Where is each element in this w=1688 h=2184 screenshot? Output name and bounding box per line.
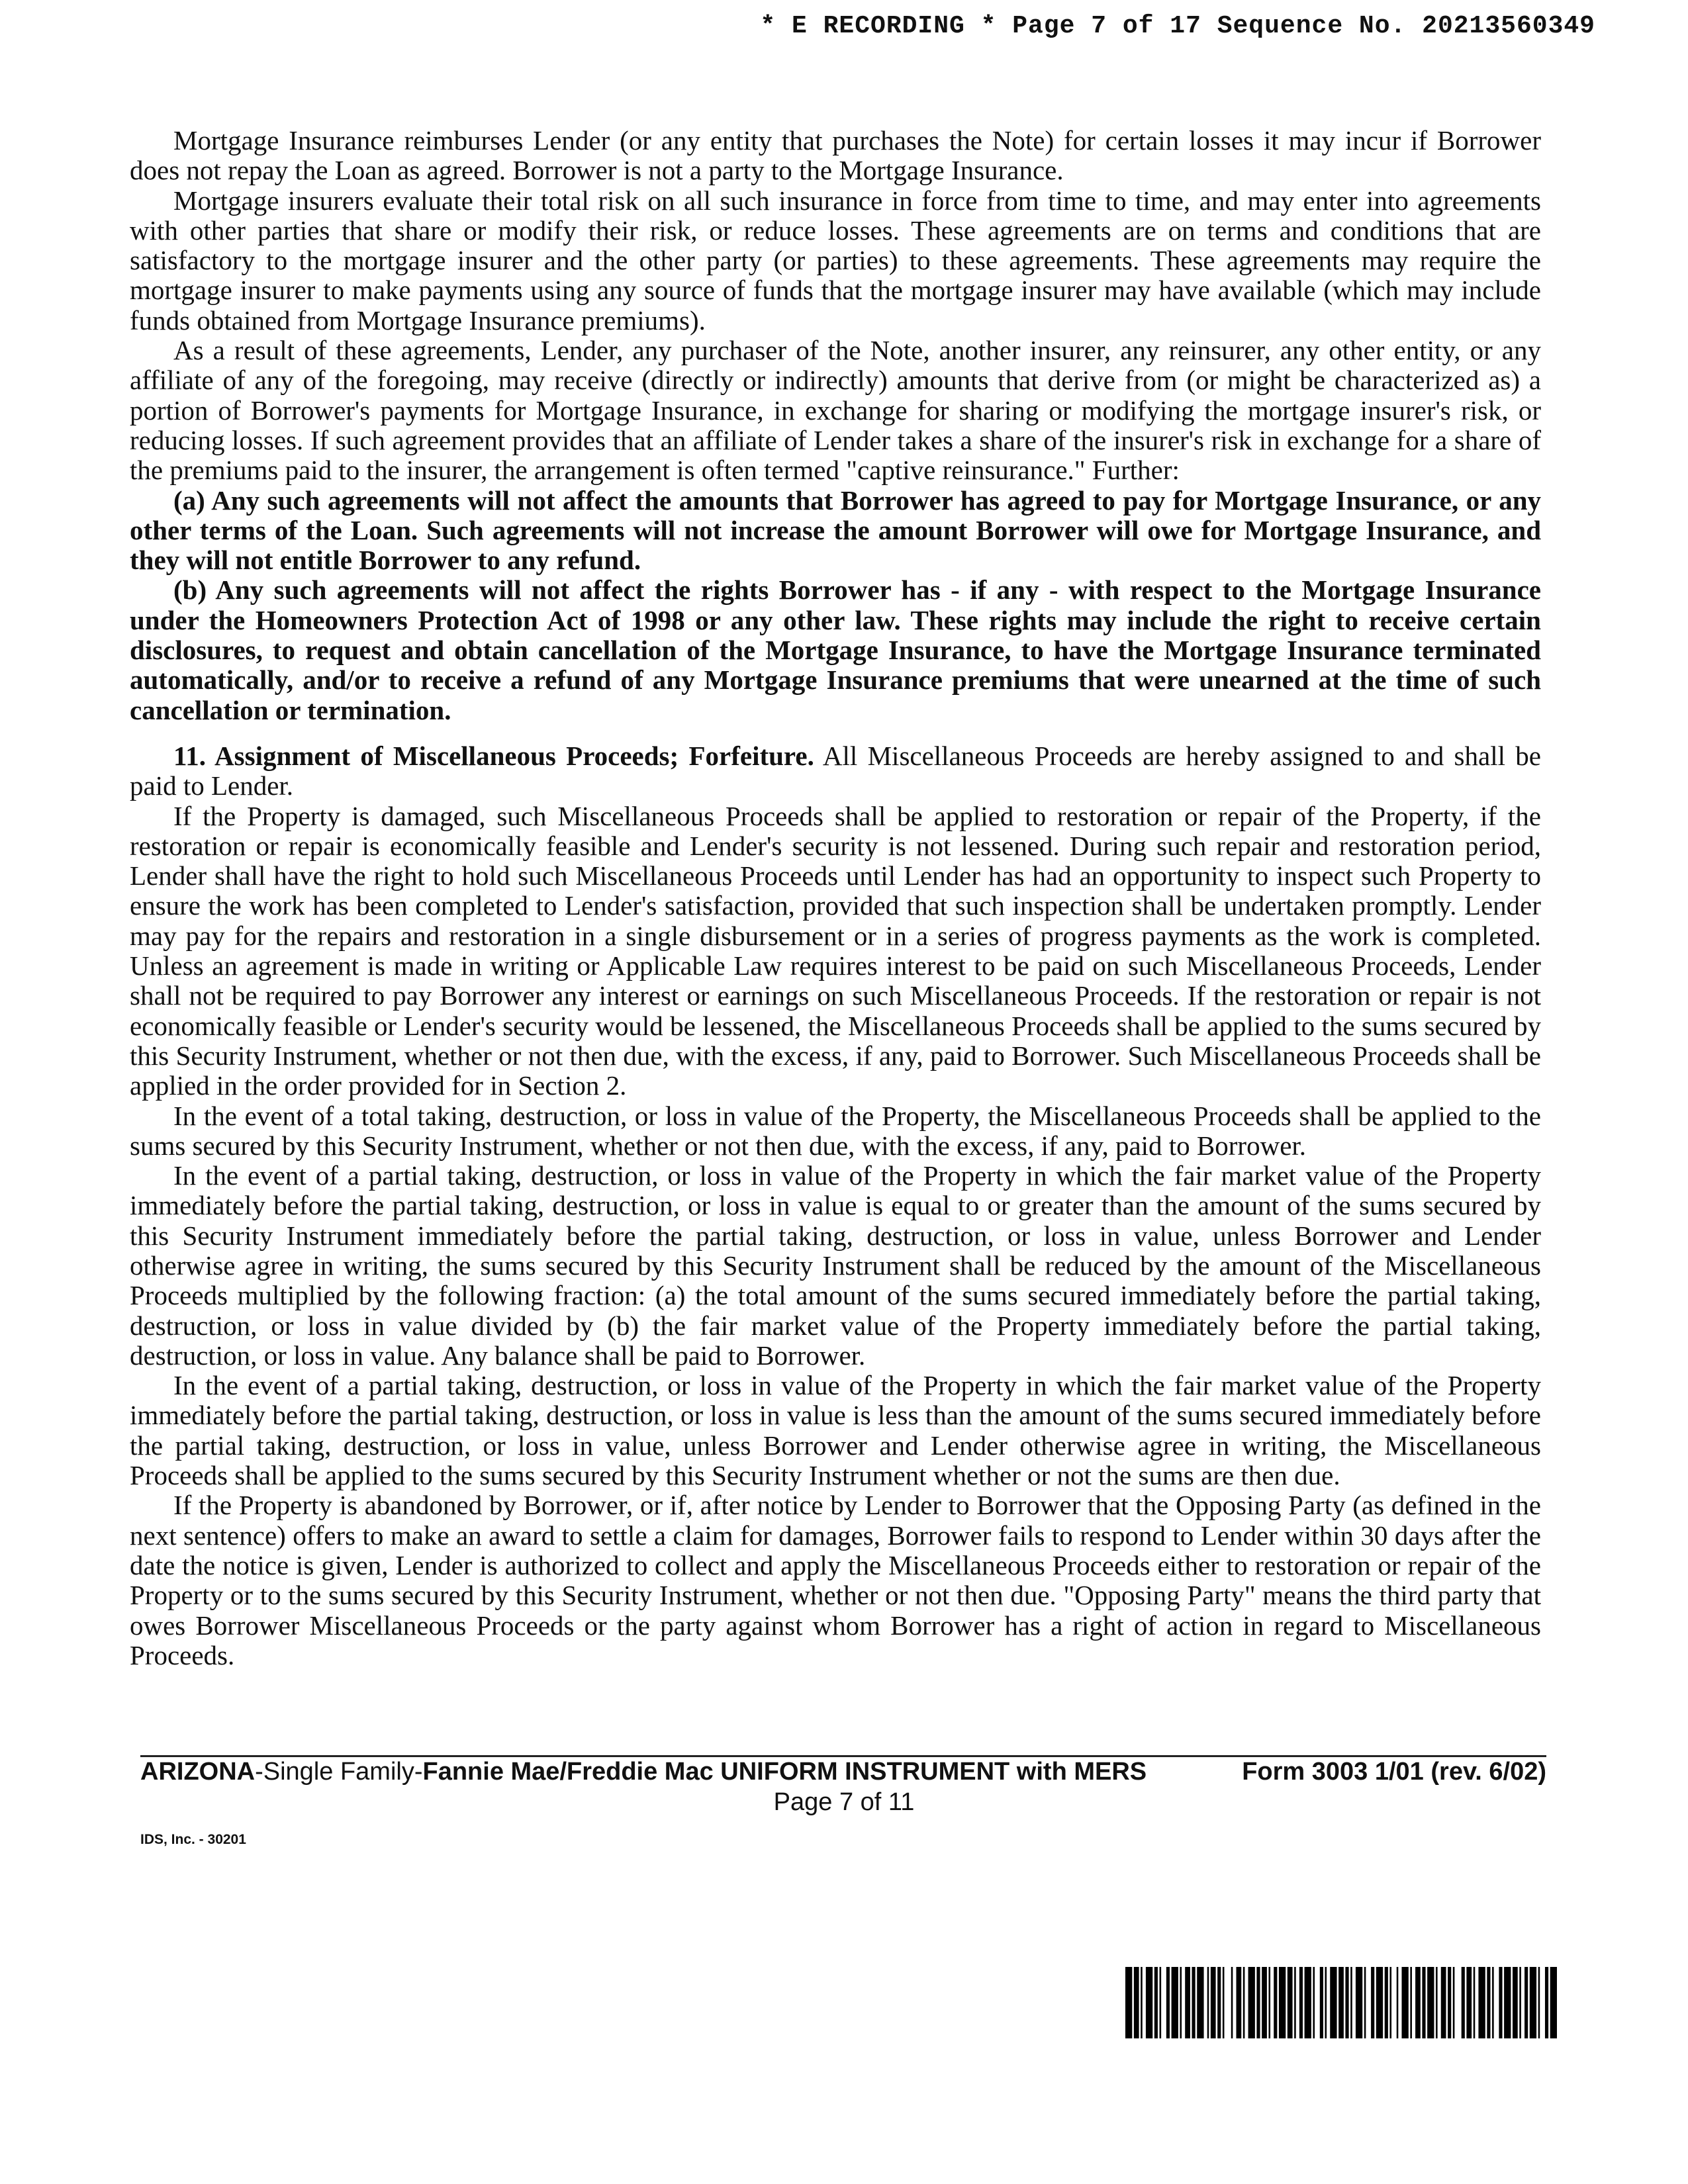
footer-family: -Single Family- — [255, 1758, 423, 1786]
barcode-bar — [1499, 1967, 1502, 2038]
footer-form-number: Form 3003 1/01 (rev. 6/02) — [1242, 1758, 1546, 1786]
barcode-bar — [1441, 1967, 1446, 2038]
barcode-bar — [1550, 1967, 1557, 2038]
barcode-bar — [1217, 1967, 1221, 2038]
barcode-bar — [1427, 1967, 1434, 2038]
barcode-bar — [1462, 1967, 1465, 2038]
barcode-bar — [1389, 1967, 1391, 2038]
barcode-bar — [1345, 1967, 1348, 2038]
barcode-bar — [1320, 1967, 1323, 2038]
barcode-bar — [1207, 1967, 1209, 2038]
barcode-bar — [1401, 1967, 1408, 2038]
barcode-bar — [1487, 1967, 1490, 2038]
footer-state: ARIZONA — [140, 1758, 256, 1786]
barcode-bar — [1519, 1967, 1521, 2038]
barcode-bar — [1492, 1967, 1494, 2038]
barcode-bar — [1172, 1967, 1178, 2038]
barcode-bar — [1268, 1967, 1270, 2038]
barcode-bar — [1513, 1967, 1518, 2038]
barcode-bar — [1385, 1967, 1388, 2038]
barcode-bar — [1274, 1967, 1277, 2038]
barcode-bar — [1211, 1967, 1216, 2038]
barcode-bar — [1538, 1967, 1540, 2038]
barcode-bar — [1146, 1967, 1152, 2038]
barcode-bar — [1192, 1967, 1196, 2038]
barcode-bar — [1504, 1967, 1511, 2038]
barcode-bar — [1330, 1967, 1336, 2038]
section-11-heading: 11. Assignment of Miscellaneous Proceeds; Forfeiture. — [173, 740, 814, 771]
barcode-bar — [1350, 1967, 1352, 2038]
barcode-bar — [1448, 1967, 1451, 2038]
barcode-bar — [1256, 1967, 1260, 2038]
barcode-bar — [1160, 1967, 1162, 2038]
barcode-bar — [1299, 1967, 1303, 2038]
barcode-bar — [1262, 1967, 1267, 2038]
section-11-intro-text: All Miscellaneous Proceeds are hereby assigned to and shall be paid to Lender. — [130, 740, 1541, 801]
barcode-bar — [1415, 1967, 1421, 2038]
barcode-bar — [1530, 1967, 1536, 2038]
barcode-bar — [1371, 1967, 1374, 2038]
barcode-bar — [1376, 1967, 1383, 2038]
paragraph-partial-taking-greater: In the event of a partial taking, destruction, or loss in value of the Property in which the fair market value of the Property immediately before the partial taking, destruction, or loss in value is equal to or greater than the amount of the sums secured by this Security Instrument immediately before the partial taking, destruction, or loss in value, unless Borrower and Lender otherwise agree in writing, the sums secured by this Security Instrument shall be reduced by the amount of the Miscellaneous Proceeds multiplied by the following fraction: (a) the total amount of the sums secured immediately before the partial taking, destruction, or loss in value divided by (b) the fair market value of the Property immediately before the partial taking, destruction, or loss in value. Any balance shall be paid to Borrower. — [130, 1160, 1541, 1371]
barcode-bar — [1338, 1967, 1344, 2038]
barcode-bar — [1185, 1967, 1190, 2038]
footer-form-line — [140, 1758, 1546, 1791]
barcode-bar — [1325, 1967, 1327, 2038]
barcode-bar — [1305, 1967, 1311, 2038]
barcode-bar — [1397, 1967, 1399, 2038]
barcode-bar — [1453, 1967, 1455, 2038]
barcode-bar — [1279, 1967, 1286, 2038]
barcode-bar — [1288, 1967, 1293, 2038]
barcode-bar — [1180, 1967, 1182, 2038]
barcode-bar — [1154, 1967, 1158, 2038]
paragraph-abandoned-property: If the Property is abandoned by Borrower, or if, after notice by Lender to Borrower that the Opposing Party (as defined in the next sentence) offers to make an award to settle a claim for damages, Borrower fails to respond to Lender within 30 days after the date the notice is given, Lender is authorized to collect and apply the Miscellaneous Proceeds either to restoration or repair of the Property or to the sums secured by this Security Instrument, whether or not then due. "Opposing Party" means the third party that owes Borrower Miscellaneous Proceeds or the party against whom Borrower has a right of action in regard to Miscellaneous Proceeds. — [130, 1490, 1541, 1670]
barcode-bar — [1223, 1967, 1225, 2038]
barcode-bar — [1197, 1967, 1203, 2038]
paragraph-property-damaged: If the Property is damaged, such Miscellaneous Proceeds shall be applied to restoration or repair of the Property, if the restoration or repair is economically feasible and Lender's security is not lessened. During such repair and restoration period, Lender shall have the right to hold such Miscellaneous Proceeds until Lender has had an opportunity to inspect such Property to ensure the work has been completed to Lender's satisfaction, provided that such inspection shall be undertaken promptly. Lender may pay for the repairs and restoration in a single disbursement or in a series of progress payments as the work is completed. Unless an agreement is made in writing or Applicable Law requires interest to be paid on such Miscellaneous Proceeds, Lender shall not be required to pay Borrower any interest or earnings on such Miscellaneous Proceeds. If the restoration or repair is not economically feasible or Lender's security would be lessened, the Miscellaneous Proceeds shall be applied to the sums secured by this Security Instrument, whether or not then due, with the excess, if any, paid to Borrower. Such Miscellaneous Proceeds shall be applied in the order provided for in Section 2. — [130, 800, 1541, 1101]
barcode-bar — [1231, 1967, 1233, 2038]
barcode-bar — [1524, 1967, 1528, 2038]
barcode — [1125, 1967, 1557, 2038]
barcode-bar — [1356, 1967, 1362, 2038]
barcode-bar — [1478, 1967, 1485, 2038]
barcode-bar — [1248, 1967, 1255, 2038]
paragraph-mi-insurers: Mortgage insurers evaluate their total risk on all such insurance in force from time to time, and may enter into agreements with other parties that share or modify their risk, or reduce losses. These agreements are on terms and conditions that are satisfactory to the mortgage insurer and the other party (or parties) to these agreements. These agreements may require the mortgage insurer to make payments using any source of funds that the mortgage insurer may have available (which may include funds obtained from Mortgage Insurance premiums). — [130, 185, 1541, 336]
barcode-bar — [1436, 1967, 1438, 2038]
barcode-bar — [1134, 1967, 1139, 2038]
footer-page-number: Page 7 of 11 — [773, 1788, 915, 1816]
section-11-intro — [130, 741, 1541, 801]
barcode-bar — [1125, 1967, 1132, 2038]
recording-header: * E RECORDING * Page 7 of 17 Sequence No. 20213560349 — [760, 12, 1595, 40]
paragraph-partial-taking-less: In the event of a partial taking, destruction, or loss in value of the Property in which the fair market value of the Property immediately before the partial taking, destruction, or loss in value is less than the amount of the sums secured immediately before the partial taking, destruction, or loss in value, unless Borrower and Lender otherwise agree in writing, the Miscellaneous Proceeds shall be applied to the sums secured by this Security Instrument whether or not the sums are then due. — [130, 1370, 1541, 1491]
footer-divider — [140, 1755, 1546, 1757]
barcode-bar — [1141, 1967, 1143, 2038]
barcode-bar — [1466, 1967, 1472, 2038]
barcode-bar — [1410, 1967, 1412, 2038]
document-body — [130, 126, 1541, 1670]
barcode-bar — [1166, 1967, 1170, 2038]
barcode-bar — [1422, 1967, 1425, 2038]
barcode-bar — [1243, 1967, 1245, 2038]
barcode-bar — [1364, 1967, 1366, 2038]
barcode-bar — [1474, 1967, 1476, 2038]
footer-form-title — [140, 1758, 1147, 1786]
paragraph-total-taking: In the event of a total taking, destruction, or loss in value of the Property, the Miscellaneous Proceeds shall be applied to the sums secured by this Security Instrument, whether or not then due, with the excess, if any, paid to Borrower. — [130, 1100, 1541, 1161]
barcode-bar — [1237, 1967, 1242, 2038]
ids-code: IDS, Inc. - 30201 — [140, 1832, 246, 1847]
footer-instrument: Fannie Mae/Freddie Mac UNIFORM INSTRUMENT with MERS — [422, 1758, 1147, 1786]
paragraph-mi-agreements: As a result of these agreements, Lender, any purchaser of the Note, another insurer, any reinsurer, any other entity, or any affiliate of any of the foregoing, may receive (directly or indirectly) amounts that derive from (or might be characterized as) a portion of Borrower's payments for Mortgage Insurance, in exchange for sharing or modifying the mortgage insurer's risk, or reducing losses. If such agreement provides that an affiliate of Lender takes a share of the insurer's risk in exchange for a share of the premiums paid to the insurer, the arrangement is often termed "captive reinsurance." Further: — [130, 335, 1541, 486]
barcode-bar — [1313, 1967, 1315, 2038]
barcode-bar — [1545, 1967, 1548, 2038]
paragraph-mi-reimbursement: Mortgage Insurance reimburses Lender (or any entity that purchases the Note) for certain losses it may incur if Borrower does not repay the Loan as agreed. Borrower is not a party to the Mortgage Insurance. — [130, 125, 1541, 186]
paragraph-mi-clause-b: (b) Any such agreements will not affect the rights Borrower has - if any - with respect to the Mortgage Insurance under the Homeowners Protection Act of 1998 or any other law. These rights may include the right to receive certain disclosures, to request and obtain cancellation of the Mortgage Insurance, to have the Mortgage Insurance terminated automatically, and/or to receive a refund of any Mortgage Insurance premiums that were unearned at the time of such cancellation or termination. — [130, 574, 1541, 725]
barcode-bar — [1294, 1967, 1296, 2038]
paragraph-mi-clause-a: (a) Any such agreements will not affect the amounts that Borrower has agreed to pay for Mortgage Insurance, or any other terms of the Loan. Such agreements will not increase the amount Borrower will owe for Mortgage Insurance, and they will not entitle Borrower to any refund. — [130, 484, 1541, 576]
